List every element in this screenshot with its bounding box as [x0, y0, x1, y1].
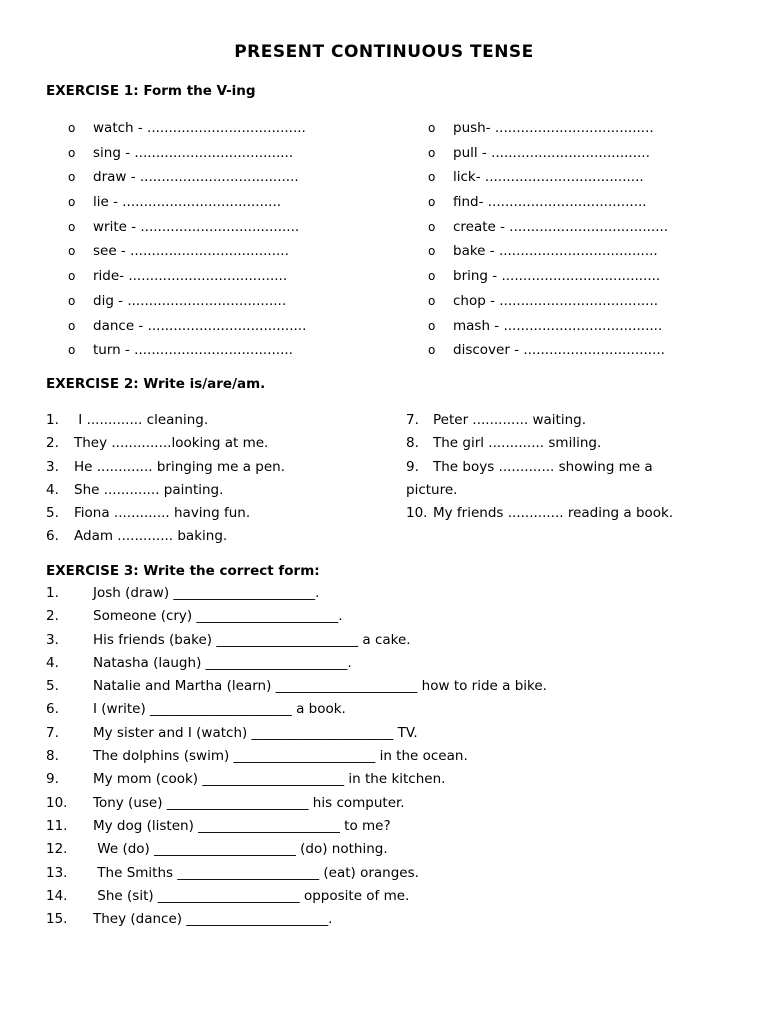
exercise-2-item [46, 479, 396, 502]
item-number: 3. [46, 631, 59, 648]
page-title: PRESENT CONTINUOUS TENSE [234, 42, 534, 62]
exercise-2-item [406, 409, 706, 432]
verb-item [68, 316, 306, 341]
verb-text: lie - ..................................... [93, 194, 282, 211]
bullet-marker: o [428, 170, 436, 185]
item-number: 13. [46, 864, 68, 881]
verb-text: dance - ..................................... [93, 317, 307, 334]
bullet-marker: o [68, 269, 76, 284]
exercise-3-item [46, 699, 547, 722]
verb-text: find- ..................................... [453, 194, 647, 211]
item-text: They ..............looking at me. [74, 435, 269, 452]
verb-text: see - ..................................... [93, 243, 289, 260]
verb-item [428, 241, 668, 266]
bullet-marker: o [428, 121, 436, 135]
exercise-3-item [46, 676, 547, 699]
item-number: 8. [46, 748, 59, 765]
item-number: 14. [46, 887, 68, 904]
verb-item [68, 266, 306, 291]
item-number: 4. [46, 654, 59, 671]
verb-text: discover - ................................. [453, 342, 665, 359]
item-number: 5. [46, 678, 59, 695]
item-number: 4. [46, 481, 59, 498]
verb-text: create - ..................................... [453, 218, 669, 235]
verb-text: push- ..................................... [453, 120, 654, 136]
verb-item [68, 291, 306, 316]
item-number: 7. [406, 412, 419, 428]
verb-item [68, 143, 306, 168]
item-text: Adam ............. baking. [74, 528, 228, 545]
exercise-3-item [46, 863, 547, 886]
item-number: 2. [46, 608, 59, 625]
verb-text: sing - ..................................... [93, 144, 294, 161]
item-text: Natasha (laugh) _____________________. [93, 654, 352, 671]
exercise-2-item [406, 502, 706, 525]
item-number: 8. [406, 435, 419, 452]
bullet-marker: o [68, 121, 76, 135]
exercise-1-heading: EXERCISE 1: Form the V-ing [46, 83, 256, 99]
exercise-3-item [46, 653, 547, 676]
verb-text: bake - ..................................... [453, 243, 658, 260]
item-number: 6. [46, 701, 59, 718]
bullet-marker: o [428, 269, 436, 284]
bullet-marker: o [68, 219, 76, 234]
item-text: Fiona ............. having fun. [74, 505, 251, 522]
item-text: Tony (use) _____________________ his computer. [93, 794, 405, 811]
verb-item [428, 192, 668, 217]
item-text: Natalie and Martha (learn) _____________________ how to ride a bike. [93, 678, 547, 695]
bullet-marker: o [428, 219, 436, 234]
verb-text: chop - ..................................... [453, 292, 659, 309]
item-text: Peter ............. waiting. [433, 412, 587, 428]
bullet-marker: o [68, 170, 76, 185]
exercise-3-item [46, 583, 547, 606]
bullet-marker: o [428, 145, 436, 160]
item-text: The girl ............. smiling. [433, 435, 602, 452]
exercise-2-item [46, 432, 396, 455]
item-number: 1. [46, 412, 59, 428]
verb-text: write - ..................................... [93, 218, 300, 235]
item-text: I ............. cleaning. [74, 412, 209, 428]
bullet-marker: o [68, 343, 76, 358]
item-text: The dolphins (swim) _____________________ in the ocean. [93, 748, 468, 765]
item-number: 6. [46, 528, 59, 545]
item-number: 7. [46, 724, 59, 741]
item-number: 3. [46, 458, 59, 475]
item-text: Someone (cry) _____________________. [93, 608, 343, 625]
exercise-3-item [46, 606, 547, 629]
verb-item [68, 118, 306, 143]
item-text: The Smiths _____________________ (eat) oranges. [93, 864, 419, 881]
exercise-3-item [46, 909, 547, 932]
item-number: 10. [46, 794, 68, 811]
exercise-3-item [46, 839, 547, 862]
exercise-3-item [46, 769, 547, 792]
item-text: We (do) _____________________ (do) nothing. [93, 841, 388, 858]
exercise-1-left-list [68, 118, 306, 365]
verb-text: dig - ..................................... [93, 292, 287, 309]
item-text: I (write) _____________________ a book. [93, 701, 346, 718]
exercise-2-right-list [406, 409, 706, 525]
verb-item [68, 192, 306, 217]
verb-item [68, 241, 306, 266]
exercise-2-item [46, 456, 396, 479]
verb-item [428, 143, 668, 168]
bullet-marker: o [428, 195, 436, 210]
bullet-marker: o [68, 244, 76, 259]
item-number: 10. [406, 505, 428, 522]
verb-text: watch - ..................................... [93, 120, 306, 136]
verb-text: draw - ..................................... [93, 169, 299, 186]
item-text: My sister and I (watch) _____________________ TV. [93, 724, 418, 741]
exercise-3-heading: EXERCISE 3: Write the correct form: [46, 563, 320, 579]
exercise-2-item [46, 409, 396, 432]
bullet-marker: o [428, 244, 436, 259]
exercise-3-list [46, 583, 547, 932]
verb-item [68, 167, 306, 192]
verb-item [68, 340, 306, 365]
exercise-2-left-list [46, 409, 396, 549]
item-number: 15. [46, 911, 68, 928]
item-text: My mom (cook) _____________________ in the kitchen. [93, 771, 446, 788]
item-text: She ............. painting. [74, 481, 224, 498]
item-text: She (sit) _____________________ opposite of me. [93, 887, 410, 904]
verb-item [428, 217, 668, 242]
verb-item [428, 316, 668, 341]
item-number: 12. [46, 841, 68, 858]
exercise-3-item [46, 886, 547, 909]
item-text: His friends (bake) _____________________ a cake. [93, 631, 411, 648]
exercise-3-item [46, 723, 547, 746]
verb-item [428, 167, 668, 192]
exercise-2-item [46, 525, 396, 548]
exercise-3-item [46, 630, 547, 653]
bullet-marker: o [68, 293, 76, 308]
item-text: They (dance) _____________________. [93, 911, 333, 928]
verb-text: mash - ..................................... [453, 317, 663, 334]
bullet-marker: o [428, 293, 436, 308]
item-text: The boys ............. showing me a picture. [406, 458, 653, 498]
exercise-2-item [406, 432, 706, 455]
bullet-marker: o [68, 145, 76, 160]
item-number: 11. [46, 817, 68, 834]
exercise-2-item [406, 456, 706, 503]
bullet-marker: o [68, 195, 76, 210]
verb-item [428, 291, 668, 316]
item-number: 9. [406, 458, 419, 475]
item-number: 2. [46, 435, 59, 452]
verb-text: bring - ..................................... [453, 268, 661, 285]
verb-item [428, 340, 668, 365]
item-number: 9. [46, 771, 59, 788]
exercise-2-heading: EXERCISE 2: Write is/are/am. [46, 376, 266, 392]
verb-item [428, 266, 668, 291]
exercise-1-right-list [428, 118, 668, 365]
exercise-3-item [46, 793, 547, 816]
verb-item [68, 217, 306, 242]
bullet-marker: o [68, 318, 76, 333]
item-text: Josh (draw) _____________________. [93, 585, 320, 601]
verb-text: ride- ..................................... [93, 268, 288, 285]
exercise-2-item [46, 502, 396, 525]
item-text: My dog (listen) _____________________ to me? [93, 817, 391, 834]
exercise-3-item [46, 746, 547, 769]
item-text: My friends ............. reading a book. [433, 505, 674, 522]
item-text: He ............. bringing me a pen. [74, 458, 286, 475]
verb-text: pull - ..................................... [453, 144, 650, 161]
exercise-3-item [46, 816, 547, 839]
bullet-marker: o [428, 343, 436, 358]
item-number: 1. [46, 585, 59, 601]
verb-text: turn - ..................................... [93, 342, 293, 359]
bullet-marker: o [428, 318, 436, 333]
verb-item [428, 118, 668, 143]
item-number: 5. [46, 505, 59, 522]
verb-text: lick- ..................................... [453, 169, 644, 186]
